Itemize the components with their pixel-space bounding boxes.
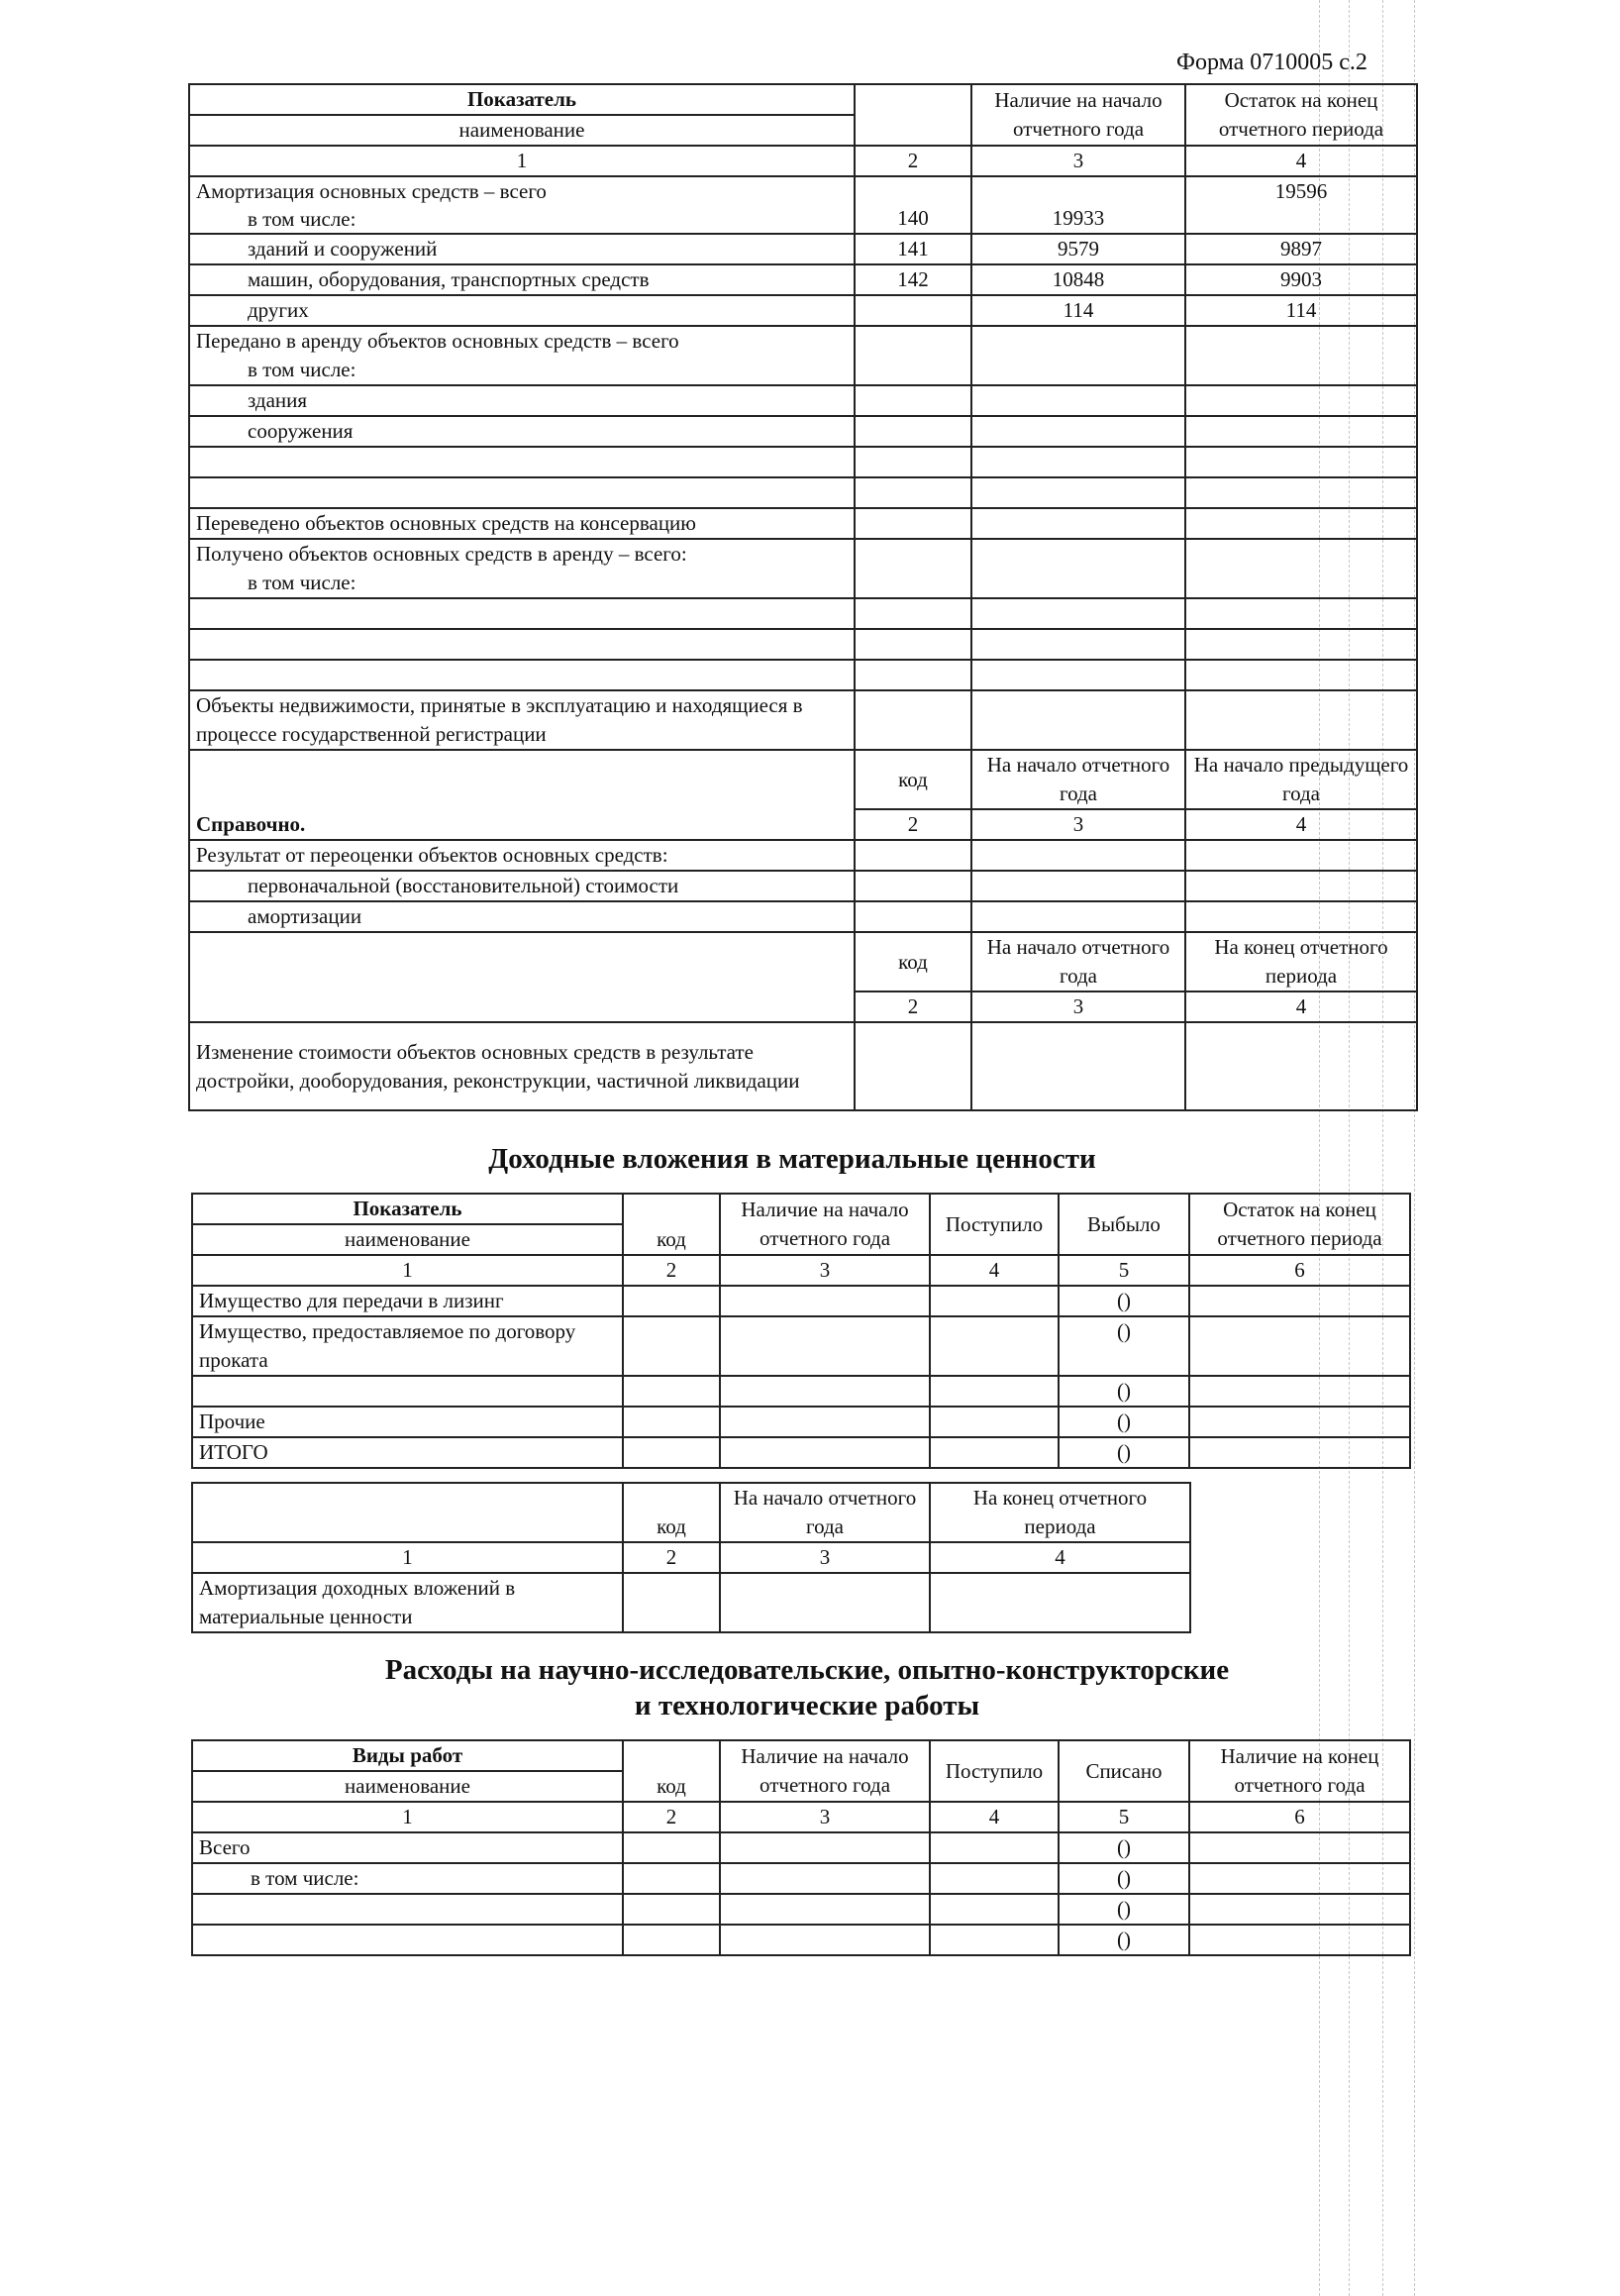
table-cell-written: (): [1059, 1894, 1189, 1925]
col-begin: Наличие на начало отчетного года: [720, 1194, 930, 1255]
col-number: 1: [192, 1542, 623, 1573]
ref-col-prev: На начало предыдущего года: [1185, 750, 1417, 809]
table-cell-written: (): [1059, 1925, 1189, 1955]
table-cell-written: (): [1059, 1832, 1189, 1863]
table-cell-end: 9903: [1185, 264, 1417, 295]
table-cell-begin: 114: [971, 295, 1185, 326]
col-end: Остаток на конец отчетного периода: [1189, 1194, 1410, 1255]
table-cell-code: [855, 295, 971, 326]
col-number: 3: [971, 991, 1185, 1022]
col-number: 3: [971, 809, 1185, 840]
col-number: 4: [930, 1542, 1190, 1573]
fixed-assets-table: [188, 83, 1418, 1111]
col-indicator: Показатель: [192, 1194, 623, 1224]
table-row-name: [189, 660, 855, 690]
ref-col-code: код: [855, 750, 971, 809]
reval-row: первоначальной (восстановительной) стоимости: [189, 871, 855, 901]
col-kind: Виды работ: [192, 1740, 623, 1771]
col-number: 3: [971, 146, 1185, 176]
col-number: 1: [192, 1802, 623, 1832]
income-investments-table: [191, 1193, 1411, 1469]
col-number: 6: [1189, 1802, 1410, 1832]
col-number: 1: [192, 1255, 623, 1286]
reval-title: Результат от переоценки объектов основных средств:: [189, 840, 855, 871]
table-row-name: Прочие: [192, 1407, 623, 1437]
table-row-name: [189, 598, 855, 629]
table-cell-begin: 10848: [971, 264, 1185, 295]
col-begin: Наличие на начало отчетного года: [720, 1740, 930, 1802]
table-row-name: [189, 447, 855, 477]
col-number: 2: [855, 809, 971, 840]
col-number: 2: [855, 146, 971, 176]
table-row-name: [189, 629, 855, 660]
col-number: 1: [189, 146, 855, 176]
table-row-name: [192, 1925, 623, 1955]
col-number: 2: [623, 1802, 720, 1832]
reval-row: амортизации: [189, 901, 855, 932]
col-in: Поступило: [930, 1740, 1059, 1802]
table-cell-end: 19596: [1185, 176, 1417, 234]
table-row-name: Передано в аренду объектов основных средств – всего в том числе:: [189, 326, 855, 385]
form-label: Форма 0710005 с.2: [1176, 50, 1367, 75]
sub-col-code: код: [623, 1483, 720, 1542]
col-number: 6: [1189, 1255, 1410, 1286]
table-row-name: в том числе:: [192, 1863, 623, 1894]
col-end: Наличие на конец отчетного года: [1189, 1740, 1410, 1802]
col-number: 4: [1185, 146, 1417, 176]
table-cell-out: (): [1059, 1437, 1189, 1468]
table-row-name: зданий и сооружений: [189, 234, 855, 264]
col-code: код: [623, 1740, 720, 1802]
col-name: наименование: [189, 115, 855, 146]
change-col-begin: На начало отчетного года: [971, 932, 1185, 991]
col-number: 2: [855, 991, 971, 1022]
table-cell-out: (): [1059, 1286, 1189, 1316]
reference-label: Справочно.: [189, 750, 855, 840]
col-number: 5: [1059, 1802, 1189, 1832]
col-written: Списано: [1059, 1740, 1189, 1802]
table-row-name: Получено объектов основных средств в аренду – всего: в том числе:: [189, 539, 855, 598]
table-cell-code: 141: [855, 234, 971, 264]
table-row-name: машин, оборудования, транспортных средств: [189, 264, 855, 295]
ref-col-begin: На начало отчетного года: [971, 750, 1185, 809]
col-in: Поступило: [930, 1194, 1059, 1255]
table-row-name: [192, 1376, 623, 1407]
col-number: 4: [930, 1802, 1059, 1832]
change-col-end: На конец отчетного периода: [1185, 932, 1417, 991]
table-cell-code: 142: [855, 264, 971, 295]
table-cell-begin: 19933: [971, 176, 1185, 234]
col-name: наименование: [192, 1224, 623, 1255]
change-row: Изменение стоимости объектов основных средств в результате достройки, дооборудования, реконструкции, частичной ликвидации: [189, 1022, 855, 1110]
col-end: Остаток на конец отчетного периода: [1185, 84, 1417, 146]
table-row-name: здания: [189, 385, 855, 416]
table-row-name: [192, 1894, 623, 1925]
table-cell-end: 114: [1185, 295, 1417, 326]
section-title-income-investments: Доходные вложения в материальные ценности: [488, 1143, 1096, 1175]
table-row-name: сооружения: [189, 416, 855, 447]
rnd-expenses-table: [191, 1739, 1411, 1956]
table-cell-begin: 9579: [971, 234, 1185, 264]
depreciation-subtable: [191, 1482, 1191, 1633]
table-cell-out: (): [1059, 1376, 1189, 1407]
section-title-rnd: Расходы на научно-исследовательские, опытно-конструкторские и технологические работы: [384, 1654, 1230, 1722]
table-row-name: Переведено объектов основных средств на консервацию: [189, 508, 855, 539]
col-number: 3: [720, 1542, 930, 1573]
table-row-name: других: [189, 295, 855, 326]
col-number: 2: [623, 1255, 720, 1286]
col-begin: Наличие на начало отчетного года: [971, 84, 1185, 146]
sub-col-begin: На начало отчетного года: [720, 1483, 930, 1542]
col-indicator: Показатель: [189, 84, 855, 115]
table-cell-end: 9897: [1185, 234, 1417, 264]
table-row-name: Всего: [192, 1832, 623, 1863]
col-number: 4: [1185, 991, 1417, 1022]
col-out: Выбыло: [1059, 1194, 1189, 1255]
table-row-name: Имущество для передачи в лизинг: [192, 1286, 623, 1316]
col-number: 2: [623, 1542, 720, 1573]
col-number: 4: [930, 1255, 1059, 1286]
col-number: 4: [1185, 809, 1417, 840]
table-row-name: Амортизация доходных вложений в материальные ценности: [192, 1573, 623, 1632]
table-row-name: Амортизация основных средств – всего в том числе:: [189, 176, 855, 234]
table-cell-code: 140: [855, 176, 971, 234]
table-row-name: ИТОГО: [192, 1437, 623, 1468]
table-cell-written: (): [1059, 1863, 1189, 1894]
col-number: 5: [1059, 1255, 1189, 1286]
col-number: 3: [720, 1255, 930, 1286]
table-row-name: [189, 477, 855, 508]
change-col-code: код: [855, 932, 971, 991]
col-number: 3: [720, 1802, 930, 1832]
table-row-name: Имущество, предоставляемое по договору проката: [192, 1316, 623, 1376]
table-cell-out: (): [1059, 1407, 1189, 1437]
table-row-name: Объекты недвижимости, принятые в эксплуатацию и находящиеся в процессе государственной регистрации: [189, 690, 855, 750]
sub-col-end: На конец отчетного периода: [930, 1483, 1190, 1542]
col-name: наименование: [192, 1771, 623, 1802]
table-cell-out: (): [1059, 1316, 1189, 1376]
col-code: код: [623, 1194, 720, 1255]
